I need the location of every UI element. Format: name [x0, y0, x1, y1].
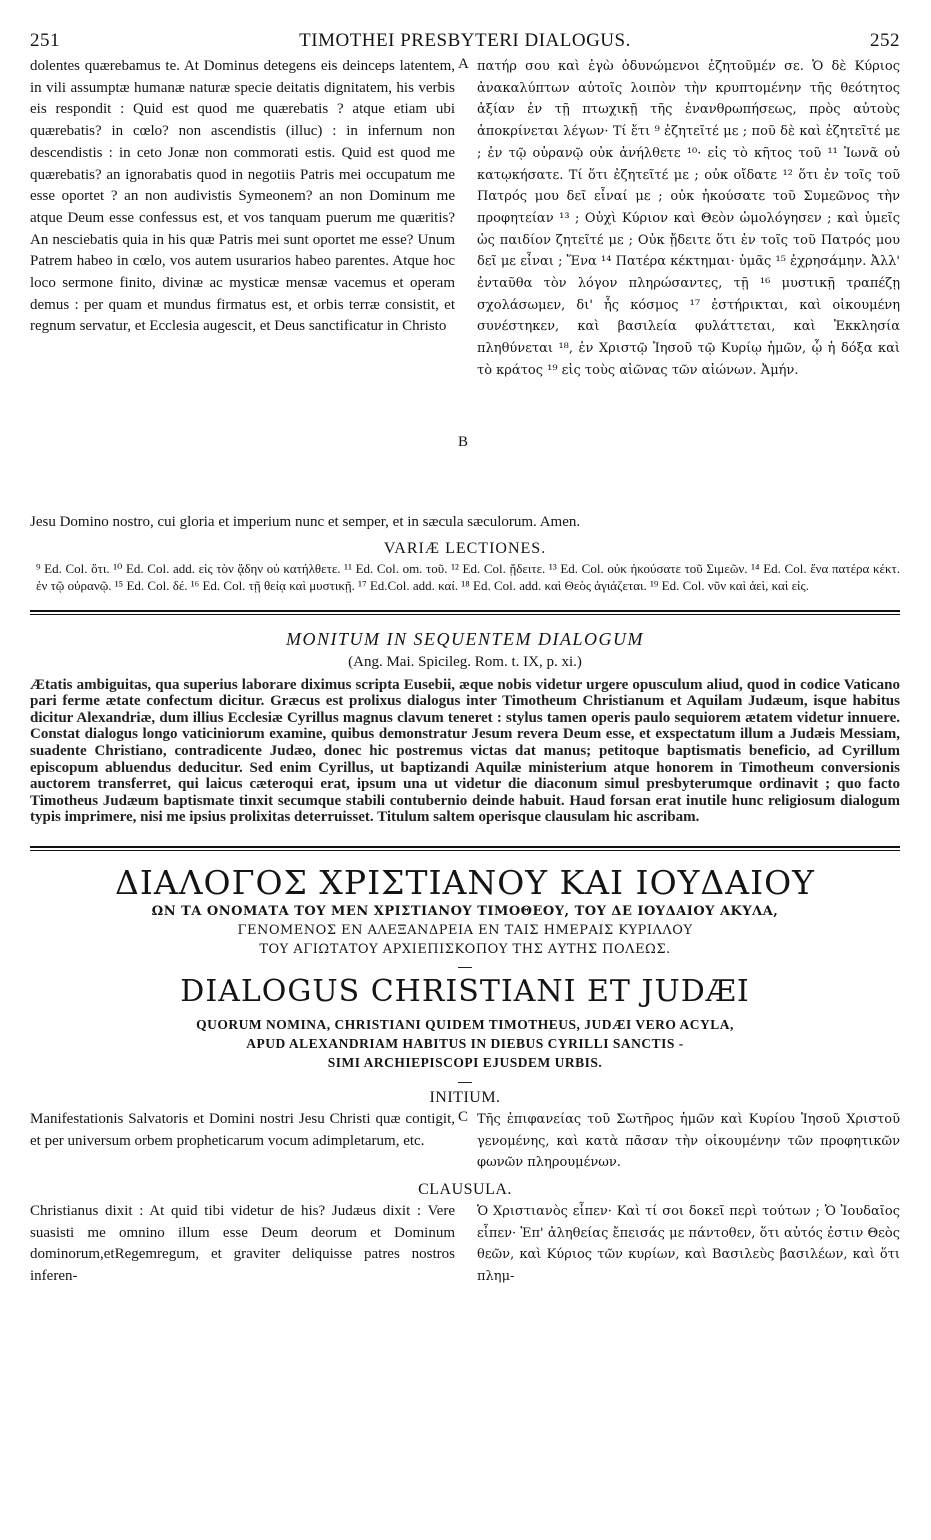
latin-column	[30, 56, 455, 338]
initium-greek	[477, 1109, 900, 1174]
parallel-text-section	[30, 56, 900, 512]
closing-line: Jesu Domino nostro, cui gloria et imperium nunc et semper, et in sæcula sæculorum. Amen.	[30, 514, 581, 530]
running-title: TIMOTHEI PRESBYTERI DIALOGUS.	[299, 30, 631, 51]
running-head	[30, 30, 900, 56]
page-number-left: 251	[30, 30, 60, 51]
margin-marker-c: C	[458, 1109, 469, 1126]
clausula-greek	[477, 1201, 900, 1288]
short-divider-2	[458, 1082, 472, 1083]
initium-greek-text: Τῆς ἐπιφανείας τοῦ Σωτῆρος ἡμῶν καὶ Κυρίου Ἰησοῦ Χριστοῦ γενομένης, καὶ κατὰ πᾶσαν τὴν οἰκουμένην τῶν προφητικῶν φωνῶν πληρουμένων.	[477, 1112, 900, 1171]
initium-latin-text: Manifestationis Salvatoris et Domini nostri Jesu Christi quæ contigit, et per universum orbem propheticarum vocum adimpletarum, etc.	[30, 1111, 455, 1149]
variae-lectiones-title: VARIÆ LECTIONES.	[383, 539, 547, 557]
initium-section	[30, 1109, 900, 1175]
clausula-latin	[30, 1201, 455, 1288]
margin-marker-b: B	[458, 434, 469, 450]
section-divider	[30, 610, 900, 615]
monitum-body: Ætatis ambiguitas, qua superius laborare diximus scripta Eusebii, æque nobis videtur urgere opusculum aliud, quod in codice Vaticano pari ferme ætate confectum dicitur. Græcus est prolixus dialogus inter Timotheum Christianum et Aquilam Judæum, isque habitus dicitur Alexandriæ, dum illius Ecclesiæ Cyrillus magnus clavum teneret : stylus tamen operis paulo sequiorem ætatem videtur innuere. Constat dialogus longo vaticiniorum examine, quibus demonstratur Jesum revera Deum esse, et exspectatum illum a Judæis Messiam, suadente Christiano, contradicente Judæo, donec hic postremus victas dat manus; petitoque baptismatis beneficio, ad Cyrillum episcopum abluendus deducitur. Sed enim Cyrillus, ut baptizandi Aquilæ ministerium atque honorem in Timotheum conversionis auctorem transferret, qui laicus cæteroqui erat, ipsum una ut videtur die diaconum simul presbyterumque ordinavit ; quo facto Timotheus Judæum baptismate tinxit secumque stabili contubernio deinde habuit. Haud forsan erat inutile hunc religiosum dialogum typis imprimere, nisi me ipsius prolixitas deterruisset. Titulum saltem operisque clausulam hic ascribam.	[30, 676, 900, 826]
greek-subtitle-line-3: ΤΟΥ ΑΓΙΩΤΑΤΟΥ ΑΡΧΙΕΠΙΣΚΟΠΟΥ ΤΗΣ ΑΥΤΗΣ ΠΟΛΕΩΣ.	[259, 942, 671, 958]
clausula-heading: CLAUSULA.	[418, 1181, 512, 1199]
greek-subtitle-line-1: ΩΝ ΤΑ ΟΝΟΜΑΤΑ ΤΟΥ ΜΕΝ ΧΡΙΣΤΙΑΝΟΥ ΤΙΜΟΘΕΟΥ, ΤΟΥ ΔΕ ΙΟΥΔΑΙΟΥ ΑΚΥΛΑ,	[151, 904, 779, 920]
initium-latin	[30, 1109, 455, 1152]
greek-main-title: ΔΙΑΛΟΓΟΣ ΧΡΙΣΤΙΑΝΟΥ ΚΑΙ ΙΟΥΔΑΙΟΥ	[115, 863, 815, 903]
clausula-greek-text: Ὁ Χριστιανὸς εἶπεν· Καὶ τί σοι δοκεῖ περὶ τούτων ; Ὁ Ἰουδαῖος εἶπεν· Ἐπ' ἀληθείας ἔπεισάς με πάντοθεν, ὅτι αὐτός ἐστιν Θεὸς θεῶν, καὶ Κύριος τῶν κυρίων, καὶ Βασιλεὺς βασιλέων, καὶ ὅτι πλημ-	[477, 1204, 900, 1285]
document-page	[30, 30, 900, 1301]
initium-heading: INITIUM.	[429, 1089, 501, 1107]
short-divider	[458, 967, 472, 968]
latin-subtitle-line-1: QUORUM NOMINA, CHRISTIANI QUIDEM TIMOTHEUS, JUDÆI VERO ACYLA,	[196, 1017, 734, 1033]
latin-main-title: DIALOGUS CHRISTIANI ET JUDÆI	[180, 974, 750, 1010]
variae-lectiones-text: ⁹ Ed. Col. ὅτι. ¹⁰ Ed. Col. add. εἰς τὸν ᾅδην οὐ κατήλθετε. ¹¹ Ed. Col. om. τοῦ. ¹² Ed. Col. ᾔδειτε. ¹³ Ed. Col. οὐκ ἠκούσατε τοῦ Σιμεῶν. ¹⁴ Ed. Col. ἕνα πατέρα κέκτ. ἐν τῷ οὐρανῷ. ¹⁵ Ed. Col. δέ. ¹⁶ Ed. Col. τῇ θείᾳ καὶ μυστικῇ. ¹⁷ Ed.Col. add. καί. ¹⁸ Ed. Col. add. καὶ Θεὸς ἁγιάζεται. ¹⁹ Ed. Col. νῦν καὶ ἀεὶ, καὶ εἰς.	[36, 560, 900, 593]
clausula-latin-text: Christianus dixit : At quid tibi videtur de his? Judæus dixit : Vere suasisti me omnino illum esse Deum deorum et Dominum dominorum,etRegemregum, et graviter deliquisse patres nostros inferen-	[30, 1203, 455, 1285]
latin-paragraph: dolentes quærebamus te. At Dominus detegens eis deinceps latentem, in vili assumptæ humanæ naturæ specie deitatis dignitatem, his verbis eis respondit : Quid est quod me quærebatis ? atque etiam ubi quærebatis? in cœlo? non ascendistis (illuc) : in infernum non descendistis : in ceto Jonæ non commorati estis. Quid est quod me quærebatis? an ignorabatis quod in negotiis Patris mei occupatum me esse oportet ? an non audivistis Symeonem? an non Dominum me atque Deum esse confessus est, et vos tanquam puerum me quæritis? An nesciebatis quia in his quæ Patris mei sunt oportet me esse? Unum Patrem habeo in cœlo, vos autem usurarios habeo parentes. Atque hoc loco sermone finito, divinæ ac mysticæ mensæ vacemus et operam demus : per quam et mundus firmatus est, et orbis terræ consistit, et regnum servatur, et Ecclesia augescit, et Deus sanctificatur in Christo	[30, 58, 455, 335]
monitum-subtitle: (Ang. Mai. Spicileg. Rom. t. IX, p. xi.)	[348, 653, 582, 670]
latin-subtitle-line-2: APUD ALEXANDRIAM HABITUS IN DIEBUS CYRILLI SANCTIS -	[246, 1036, 684, 1052]
greek-column	[477, 56, 900, 382]
latin-subtitle-line-3: SIMI ARCHIEPISCOPI EJUSDEM URBIS.	[327, 1055, 603, 1071]
monitum-title: MONITUM IN SEQUENTEM DIALOGUM	[286, 628, 644, 649]
margin-marker-a: A	[458, 56, 469, 72]
greek-paragraph: πατήρ σου καὶ ἐγὼ ὀδυνώμενοι ἐζητοῦμέν σε. Ὁ δὲ Κύριος ἀνακαλύπτων αὐτοῖς λοιπὸν τὴν κρυπτομένην τῆς θεότητος ἀξίαν ἐν τῇ πτωχικῇ τῆς ἐνανθρωπήσεως, πρὸς αὐτοὺς ἀποκρίνεται λέγων· Τί ἔτι ⁹ ἐζητεῖτέ με ; ποῦ δὲ καὶ ἐζητεῖτέ με ; ἐν τῷ οὐρανῷ οὐκ ἀνήλθετε ¹⁰· εἰς τὸ κῆτος τοῦ ¹¹ Ἰωνᾶ οὐ κατῳκήσατε. Τί ὅτι ἐζητεῖτέ με ; οὐκ οἴδατε ¹² ὅτι ἐν τοῖς τοῦ Πατρός μου δεῖ εἶναί με ; οὐκ ἠκούσατε τοῦ Συμεῶνος τὴν προφητείαν ¹³ ; Οὐχὶ Κύριον καὶ Θεὸν ὡμολόγησεν ; καὶ ὑμεῖς ὡς παιδίον ζητεῖτέ με ; Οὐκ ᾔδειτε ὅτι ἐν τοῖς τοῦ Πατρός μου δεῖ με εἶναι ; Ἕνα ¹⁴ Πατέρα κέκτημαι· ὑμᾶς ¹⁵ ἐχρησάμην. Ἀλλ' ἐνταῦθα τὸν λόγον πληρώσαντες, τῇ ¹⁶ μυστικῇ τραπέζῃ σχολάσωμεν, δι' ἧς κόσμος ¹⁷ ἐστήρικται, καὶ οἰκουμένη συνέστηκεν, καὶ βασιλεία φυλάττεται, καὶ Ἐκκλησία πληθύνεται ¹⁸, ἐν Χριστῷ Ἰησοῦ τῷ Κυρίῳ ἡμῶν, ᾧ ἡ δόξα καὶ τὸ κράτος ¹⁹ εἰς τοὺς αἰῶνας τῶν αἰώνων. Ἀμήν.	[477, 59, 900, 378]
clausula-section	[30, 1201, 900, 1301]
section-divider-2	[30, 846, 900, 851]
page-number-right: 252	[870, 30, 900, 51]
greek-subtitle-line-2: ΓΕΝΟΜΕΝΟΣ ΕΝ ΑΛΕΞΑΝΔΡΕΙΑ ΕΝ ΤΑΙΣ ΗΜΕΡΑΙΣ ΚΥΡΙΛΛΟΥ	[237, 923, 693, 939]
